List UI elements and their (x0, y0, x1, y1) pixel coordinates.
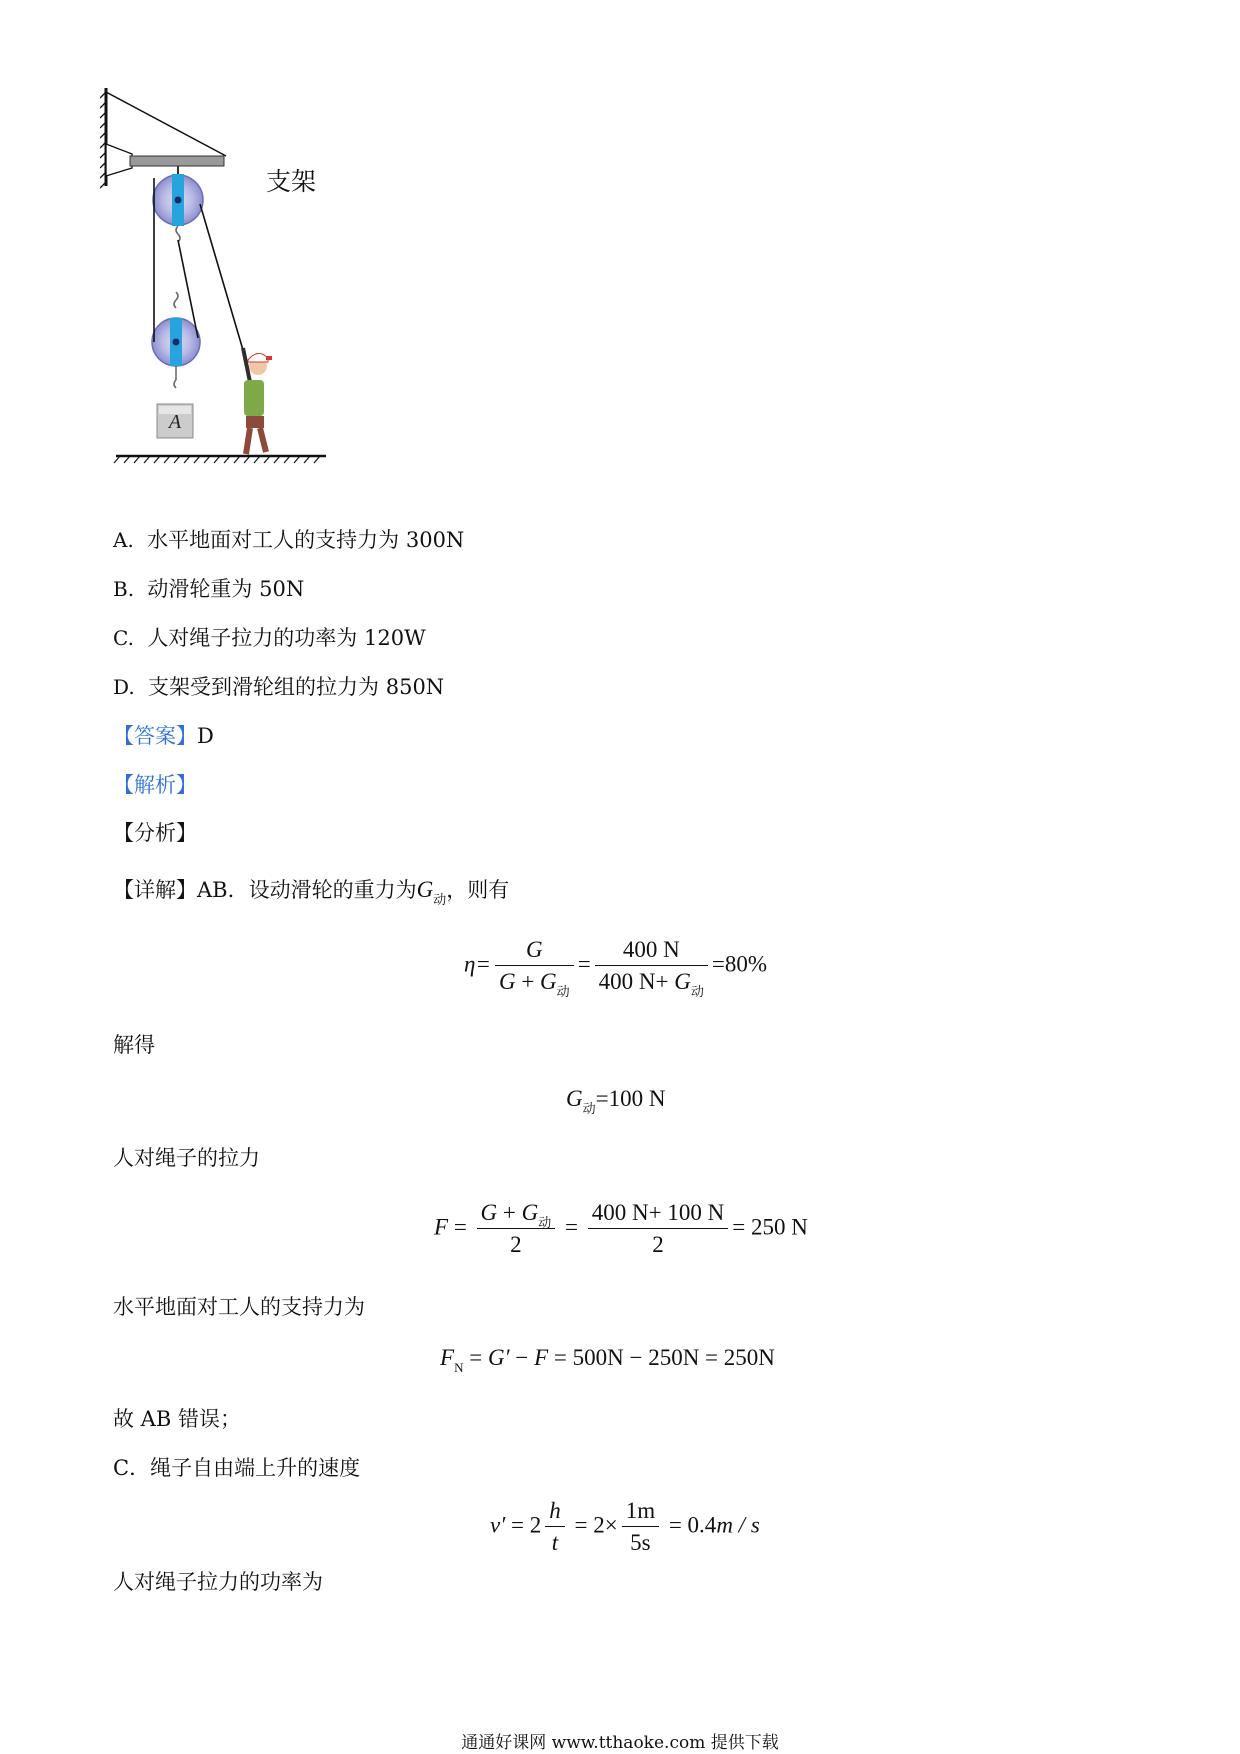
power-label: 人对绳子拉力的功率为 (113, 1570, 323, 1594)
option-d: D. 支架受到滑轮组的拉力为 850N (113, 675, 445, 699)
c-label: C．绳子自由端上升的速度 (113, 1456, 361, 1480)
analysis-tag: 【解析】 (113, 773, 197, 797)
equation-pulley-weight: $G_动=100$ N (566, 1086, 666, 1116)
equation-efficiency: η= $\frac{G}{G + G_动}$ = $\frac{400 N}{400 N+ G_动}$ =80% (464, 937, 768, 999)
support-label: 支架 (266, 167, 317, 196)
answer-line (113, 722, 214, 750)
pull-label: 人对绳子的拉力 (113, 1146, 260, 1170)
fixed-pulley (153, 166, 203, 242)
ground (114, 456, 326, 463)
movable-pulley (152, 292, 200, 388)
wall (100, 88, 106, 188)
equation-support-force: $F_N = G' - F = 500N - 250N = 250N$ (440, 1345, 775, 1375)
answer-value: D (197, 724, 214, 748)
support-bracket (106, 92, 226, 176)
fenxi-tag: 【分析】 (113, 821, 197, 845)
detail-line: 【详解】AB．设动滑轮的重力为$G_动$，则有 (113, 877, 510, 908)
block-a-label: A (168, 411, 182, 433)
worker (243, 348, 272, 454)
support-force-label: 水平地面对工人的支持力为 (113, 1295, 365, 1319)
jiede-label: 解得 (113, 1033, 155, 1057)
option-c: C. 人对绳子拉力的功率为 120W (113, 626, 426, 650)
answer-tag: 【答案】 (113, 724, 197, 748)
option-a: A. 水平地面对工人的支持力为 300N (113, 528, 465, 552)
pulley-figure (100, 80, 340, 470)
page-footer: 通通好课网 www.tthaoke.com 提供下载 (461, 1733, 779, 1753)
equation-pull-force: F = $\frac{G + G_动}{2}$ = $\frac{400 N+ 100 N}{2}$ = 250 N (434, 1200, 808, 1257)
equation-velocity: v′ = 2 $\frac{h}{t}$ = 2× $\frac{1m}{5s}$ = 0.4m / s (490, 1498, 760, 1555)
option-b: B. 动滑轮重为 50N (113, 577, 305, 601)
ab-wrong: 故 AB 错误； (113, 1407, 241, 1431)
block-a (157, 404, 193, 438)
